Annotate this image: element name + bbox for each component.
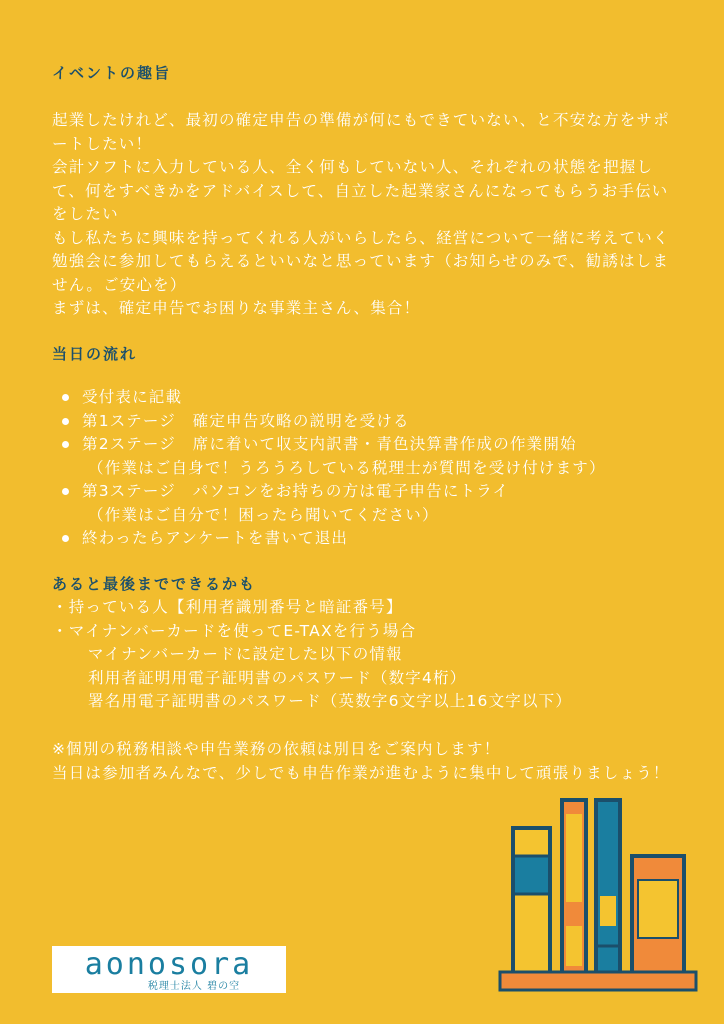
book-3-panel [600, 896, 616, 926]
bullet-dot-icon [62, 441, 69, 448]
note-line: ※個別の税務相談や申告業務の依頼は別日をご案内します！ [52, 740, 501, 758]
list-item [62, 433, 682, 480]
book-2-panel [566, 814, 582, 902]
book-1 [513, 828, 550, 978]
bookshelf [500, 972, 696, 990]
requirement-line: ・持っている人【利用者識別番号と暗証番号】 [52, 598, 403, 616]
book-2-panel [566, 926, 582, 966]
flow-item-text: 第3ステージ パソコンをお持ちの方は電子申告にトライ [82, 482, 510, 500]
bullet-dot-icon [62, 418, 69, 425]
purpose-line: まずは、確定申告でお困りな事業主さん、集合！ [52, 299, 421, 317]
flow-item-text: 第1ステージ 確定申告攻略の説明を受ける [82, 411, 410, 430]
bullet-dot-icon [62, 488, 69, 495]
flow-heading: 当日の流れ [52, 345, 138, 363]
purpose-line: 起業したけれど、最初の確定申告の準備が何にもできていない、と不安な方をサポートしたい！ [52, 111, 670, 153]
list-item [62, 386, 682, 410]
logo-subtitle: 税理士法人 碧の空 [147, 981, 241, 992]
list-item [62, 410, 682, 434]
purpose-line: もし私たちに興味を持ってくれる人がいらしたら、経営について一緒に考えていく勉強会に参加してもらえるといいなと思っています（お知らせのみで、勧誘はしません。ご安心を） [52, 228, 670, 294]
flow-item-subtext: （作業はご自身で！うろうろしている税理士が質問を受け付けます） [88, 458, 606, 477]
note-line: 当日は参加者みんなで、少しでも申告作業が進むように集中して頑張りましょう！ [52, 763, 670, 782]
flow-item-subtext: （作業はご自分で！困ったら聞いてください） [88, 505, 439, 524]
requirements-list [52, 596, 682, 714]
logo-mark: aonosora [84, 947, 254, 982]
list-item [62, 480, 682, 527]
requirement-detail: マイナンバーカードに設定した以下の情報 [88, 645, 403, 663]
note-text [52, 738, 682, 785]
requirement-detail: 利用者証明用電子証明書のパスワード（数字4桁） [88, 668, 467, 687]
book-3 [596, 800, 620, 978]
book-4-panel [638, 880, 678, 938]
flow-item-text: 第2ステージ 席に着いて収支内訳書・青色決算書作成の作業開始 [82, 435, 577, 453]
bullet-dot-icon [62, 394, 69, 401]
flow-list [62, 386, 682, 551]
books-illustration-icon [496, 796, 701, 996]
purpose-heading: イベントの趣旨 [52, 64, 172, 82]
requirements-heading: あると最後までできるかも [52, 575, 257, 593]
list-item [62, 527, 682, 551]
aonosora-logo [52, 946, 286, 993]
book-1-band [515, 856, 548, 894]
requirement-detail: 署名用電子証明書のパスワード（英数字6文字以上16文字以下） [88, 692, 573, 710]
bullet-dot-icon [62, 535, 69, 542]
purpose-line: 会計ソフトに入力している人、全く何もしていない人、それぞれの状態を把握して、何をすべきかをアドバイスして、自立した起業家さんになってもらうお手伝いをしたい [52, 158, 669, 223]
requirement-line: ・マイナンバーカードを使ってE-TAXを行う場合 [52, 621, 417, 640]
flow-item-text: 受付表に記載 [82, 388, 183, 406]
purpose-text [52, 109, 682, 321]
flow-item-text: 終わったらアンケートを書いて退出 [82, 529, 349, 547]
